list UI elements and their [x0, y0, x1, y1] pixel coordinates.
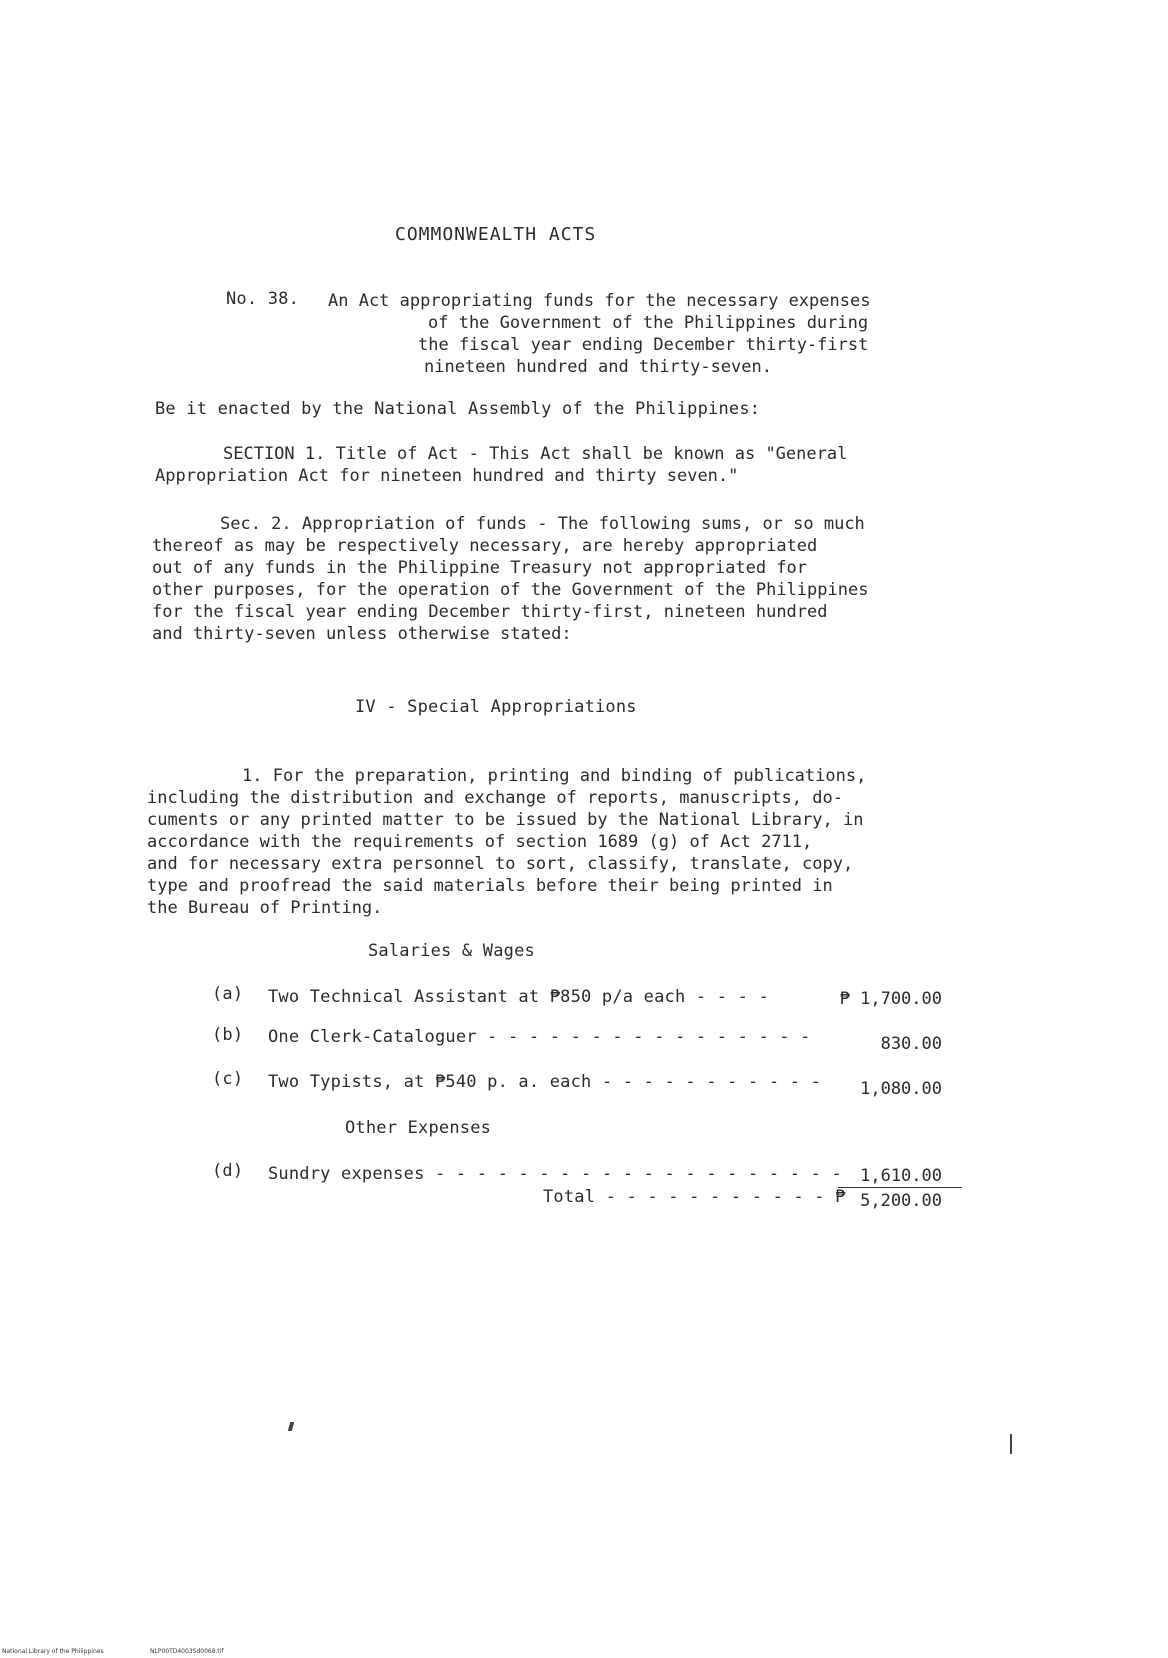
section-2-line: thereof as may be respectively necessary, are hereby appropriated [152, 536, 818, 556]
section-1-line: Appropriation Act for nineteen hundred and thirty seven." [155, 466, 739, 486]
section-1-line: SECTION 1. Title of Act - This Act shall be known as "General [223, 444, 848, 464]
section-2-line: and thirty-seven unless otherwise stated: [152, 624, 572, 644]
footer-source: National Library of the Philippines [2, 1648, 104, 1655]
item-1-line: cuments or any printed matter to be issued by the National Library, in [147, 810, 864, 830]
section-2-line: out of any funds in the Philippine Treasury not appropriated for [152, 558, 808, 578]
act-title-line: of the Government of the Philippines during [428, 313, 869, 333]
ink-speck [1010, 1434, 1012, 1454]
salary-item-b-text: One Clerk-Cataloguer - - - - - - - - - - - - - - - - [268, 1027, 811, 1047]
other-item-d-amount: 1,610.00 [860, 1166, 942, 1186]
item-1 [147, 765, 866, 919]
item-1-line: including the distribution and exchange of reports, manuscripts, do- [147, 788, 843, 808]
document-heading: COMMONWEALTH ACTS [395, 224, 597, 245]
salary-item-b-label: (b) [212, 1025, 244, 1045]
salary-item-c-amount: 1,080.00 [860, 1079, 942, 1099]
other-item-d-label: (d) [212, 1161, 244, 1181]
section-2-line: other purposes, for the operation of the Government of the Philippines [152, 580, 869, 600]
act-title-line: An Act appropriating funds for the necessary expenses [328, 291, 871, 311]
total-amount: 5,200.00 [860, 1191, 942, 1211]
salary-item-c-text: Two Typists, at ₱540 p. a. each - - - - - - - - - - - [268, 1072, 822, 1092]
salary-item-c-label: (c) [212, 1069, 244, 1089]
footer-file: NLP00TD4003Sd0068.tif [150, 1648, 224, 1655]
total-label: Total - - - - - - - - - - - ₱ [543, 1187, 846, 1207]
item-1-line: type and proofread the said materials before their being printed in [147, 876, 833, 896]
section-2-line: Sec. 2. Appropriation of funds - The following sums, or so much [220, 514, 865, 534]
salary-item-a-text: Two Technical Assistant at ₱850 p/a each - - - - [268, 987, 769, 1007]
section-2 [152, 513, 868, 645]
act-title-line: nineteen hundred and thirty-seven. [424, 357, 772, 377]
section-2-line: for the fiscal year ending December thirty-first, nineteen hundred [152, 602, 828, 622]
item-1-line: 1. For the preparation, printing and binding of publications, [242, 766, 867, 786]
part-heading: IV - Special Appropriations [355, 697, 637, 717]
salary-item-a-label: (a) [212, 984, 244, 1004]
other-expenses-heading: Other Expenses [345, 1118, 492, 1138]
item-1-line: accordance with the requirements of section 1689 (g) of Act 2711, [147, 832, 813, 852]
enacting-clause: Be it enacted by the National Assembly of the Philippines: [155, 399, 761, 419]
act-title [328, 290, 870, 378]
act-number: No. 38. [226, 289, 300, 309]
item-1-line: and for necessary extra personnel to sort, classify, translate, copy, [147, 854, 854, 874]
salary-item-b-amount: 830.00 [880, 1034, 942, 1054]
salary-item-a-amount: ₱ 1,700.00 [839, 989, 942, 1009]
item-1-line: the Bureau of Printing. [147, 898, 383, 918]
act-title-line: the fiscal year ending December thirty-first [418, 335, 869, 355]
ink-speck [288, 1422, 294, 1431]
section-1 [155, 443, 847, 487]
other-item-d-text: Sundry expenses - - - - - - - - - - - - - - - - - - - - [268, 1164, 842, 1184]
salaries-heading: Salaries & Wages [368, 941, 535, 961]
subtotal-rule [838, 1187, 962, 1188]
